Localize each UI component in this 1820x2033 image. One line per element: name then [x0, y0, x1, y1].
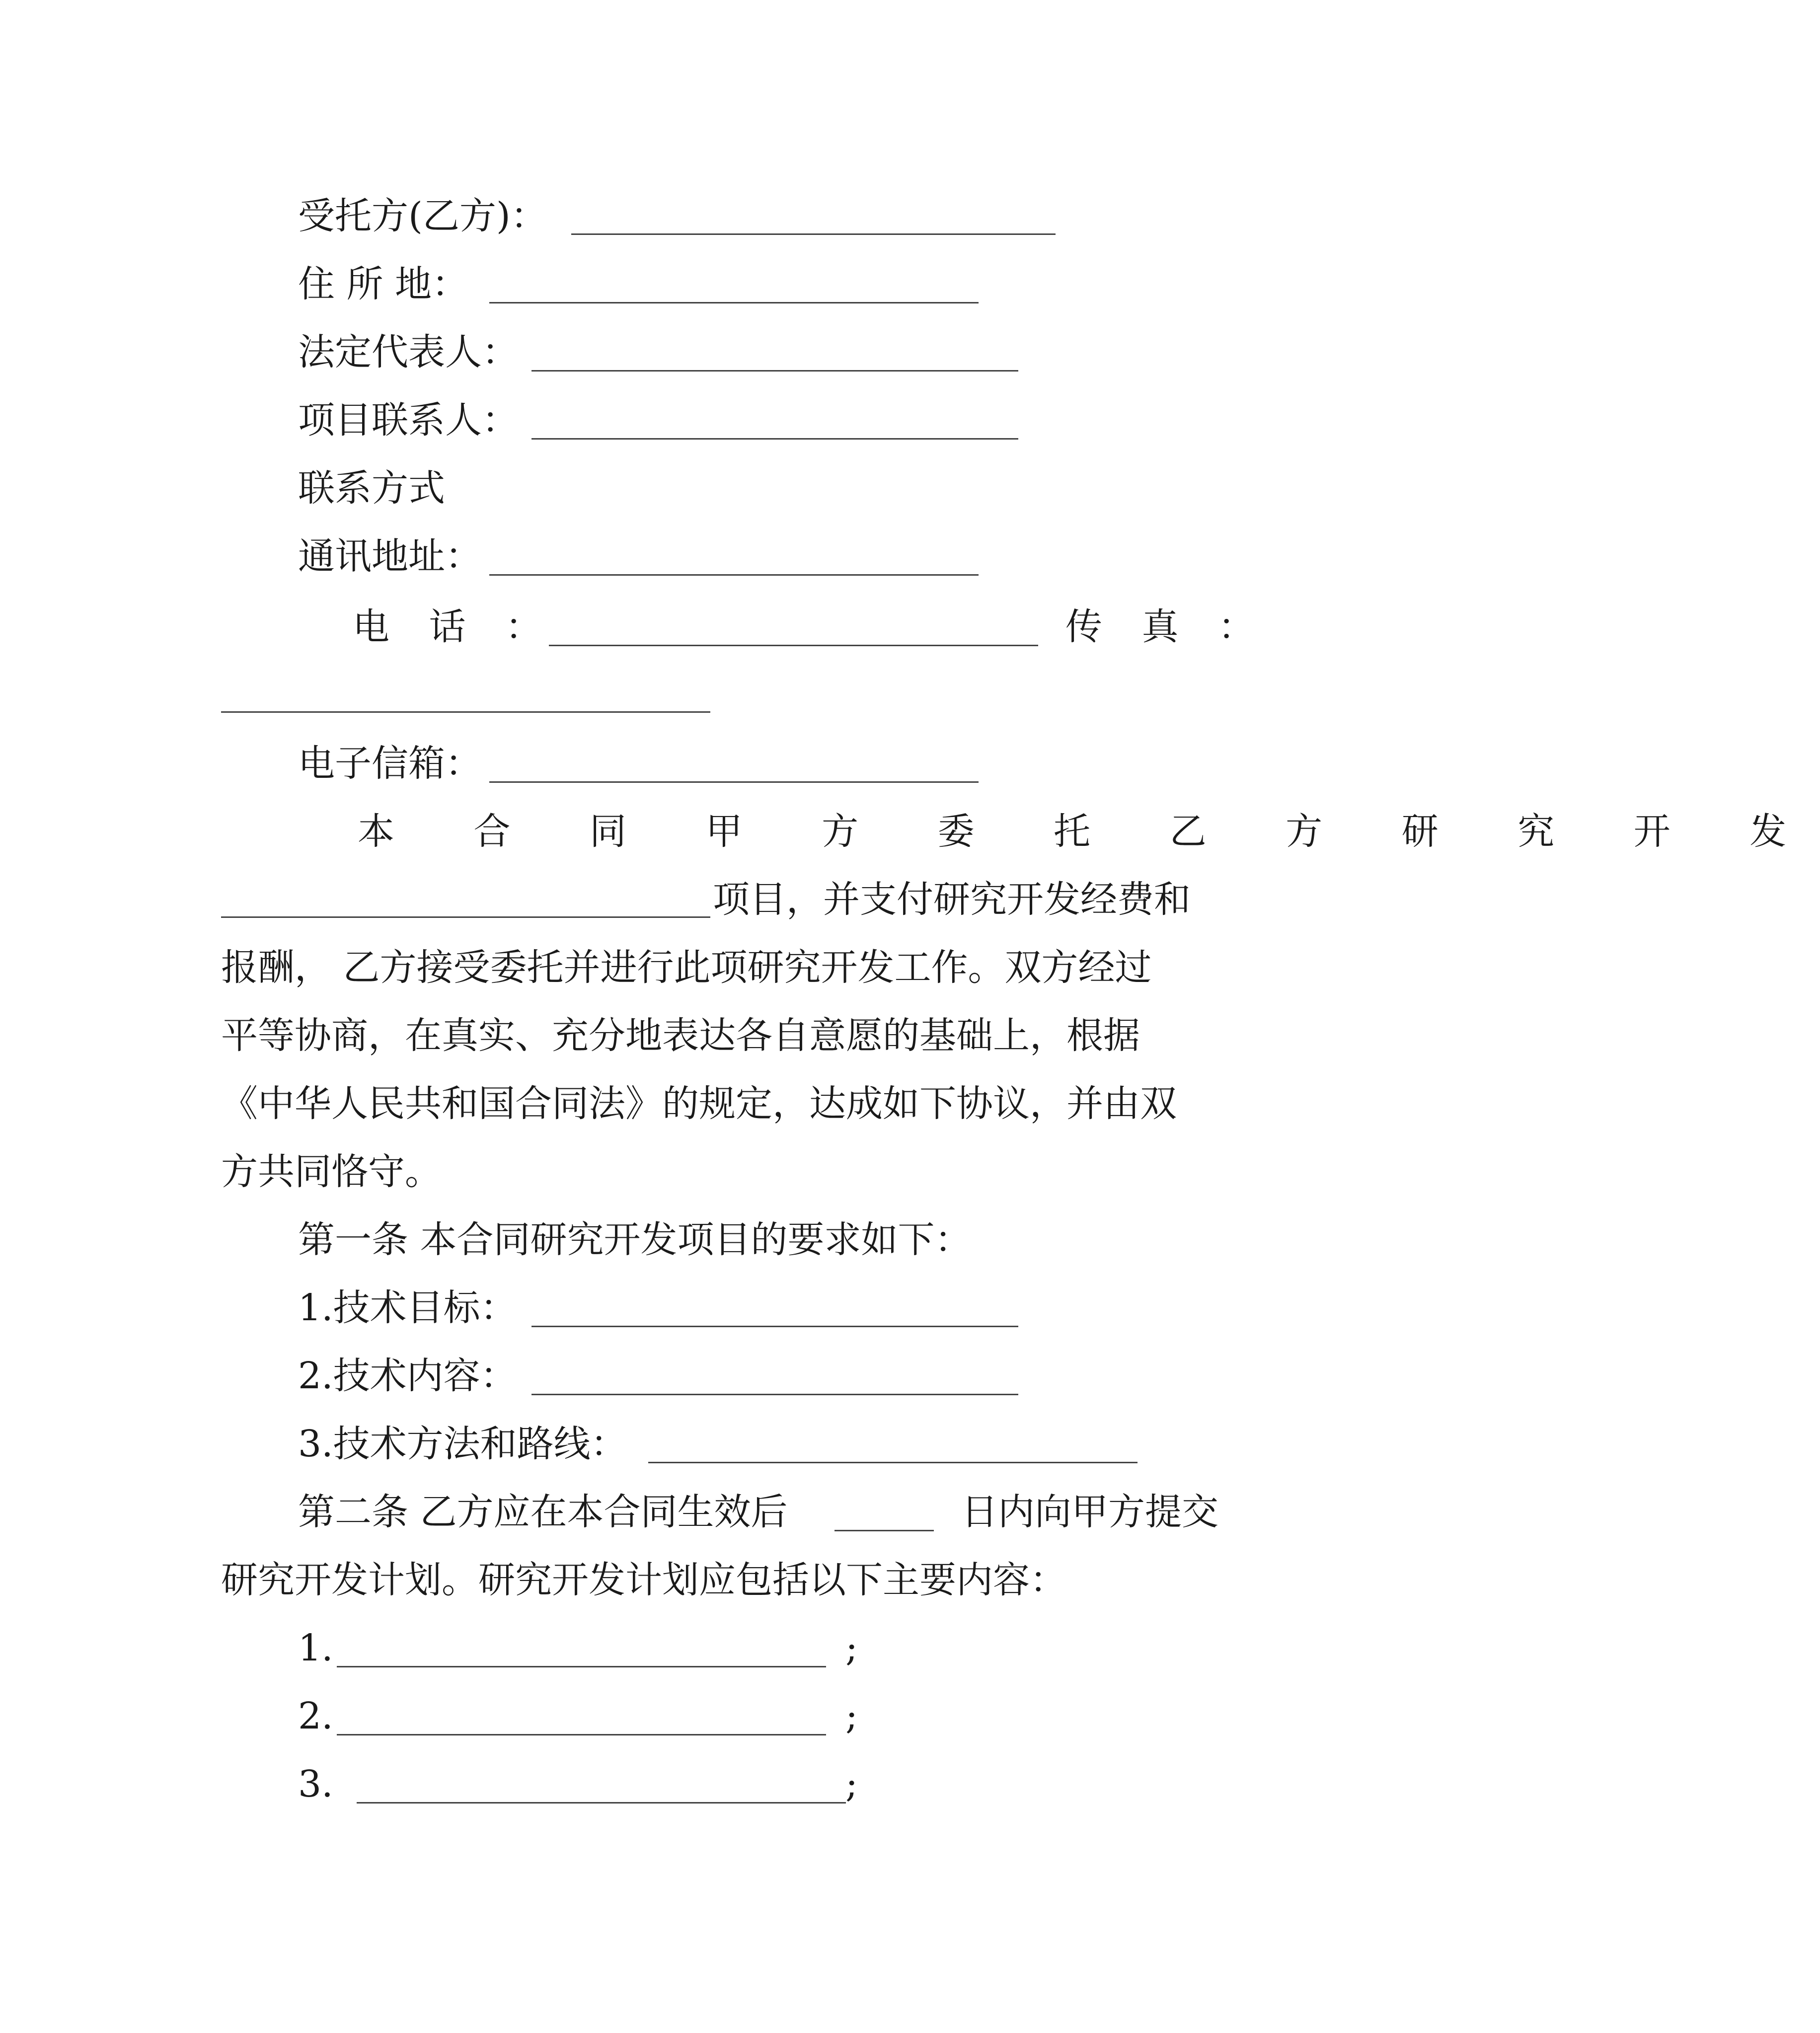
plan-item-1-semicolon: ;: [845, 1627, 858, 1669]
preamble-line-5: 《中华人民共和国合同法》的规定，达成如下协议，并由双: [221, 1082, 1177, 1125]
domicile-label: 住 所 地：: [298, 263, 469, 305]
tech-goal-blank[interactable]: [531, 1326, 1018, 1327]
tech-goal-label: 1.技术目标：: [298, 1286, 517, 1329]
party-b-title: 受托方(乙方)：: [298, 195, 547, 237]
preamble-line-4: 平等协商，在真实、充分地表达各自意愿的基础上，根据: [221, 1014, 1140, 1057]
project-contact-label: 项目联系人：: [298, 399, 519, 442]
article-1-heading: 第一条 本合同研究开发项目的要求如下：: [298, 1218, 972, 1261]
fax-blank[interactable]: [221, 711, 710, 713]
preamble-line-3: 报酬， 乙方接受委托并进行此项研究开发工作。双方经过: [221, 946, 1152, 989]
contact-methods-label: 联系方式: [298, 467, 445, 510]
tech-content-blank[interactable]: [531, 1394, 1018, 1395]
days-blank[interactable]: [834, 1530, 934, 1531]
article-2-line-2: 研究开发计划。研究开发计划应包括以下主要内容：: [221, 1559, 1066, 1601]
plan-item-2-number: 2.: [298, 1695, 333, 1737]
phone-label: 电 话 ：: [353, 605, 556, 648]
email-label: 电子信箱：: [298, 742, 482, 785]
mailing-address-blank[interactable]: [489, 574, 979, 576]
tech-method-blank[interactable]: [648, 1462, 1138, 1463]
preamble-line-6: 方共同恪守。: [221, 1150, 442, 1193]
project-name-blank[interactable]: [221, 916, 710, 918]
domicile-blank[interactable]: [489, 302, 979, 303]
article-2-line-1b: 日内向甲方提交: [961, 1491, 1218, 1533]
preamble-line-2: 项目，并支付研究开发经费和: [713, 878, 1191, 921]
plan-item-3-number: 3.: [298, 1763, 333, 1806]
party-b-name-blank[interactable]: [571, 233, 1056, 235]
tech-content-label: 2.技术内容：: [298, 1355, 517, 1397]
fax-label: 传 真 ：: [1065, 605, 1269, 648]
plan-item-2-blank[interactable]: [337, 1734, 826, 1735]
project-contact-blank[interactable]: [531, 438, 1018, 440]
preamble-line-1: 本 合 同 甲 方 委 托 乙 方 研 究 开 发: [358, 810, 1820, 853]
article-2-line-1a: 第二条 乙方应在本合同生效后: [298, 1491, 788, 1533]
plan-item-3-semicolon: ;: [845, 1763, 858, 1806]
tech-method-label: 3.技术方法和路线：: [298, 1423, 627, 1465]
email-blank[interactable]: [489, 781, 979, 783]
plan-item-1-number: 1.: [298, 1627, 333, 1669]
legal-rep-label: 法定代表人：: [298, 331, 519, 374]
mailing-address-label: 通讯地址：: [298, 535, 482, 578]
plan-item-1-blank[interactable]: [337, 1666, 826, 1667]
plan-item-3-blank[interactable]: [357, 1802, 846, 1804]
plan-item-2-semicolon: ;: [845, 1695, 858, 1737]
phone-blank[interactable]: [549, 645, 1038, 646]
legal-rep-blank[interactable]: [531, 370, 1018, 372]
